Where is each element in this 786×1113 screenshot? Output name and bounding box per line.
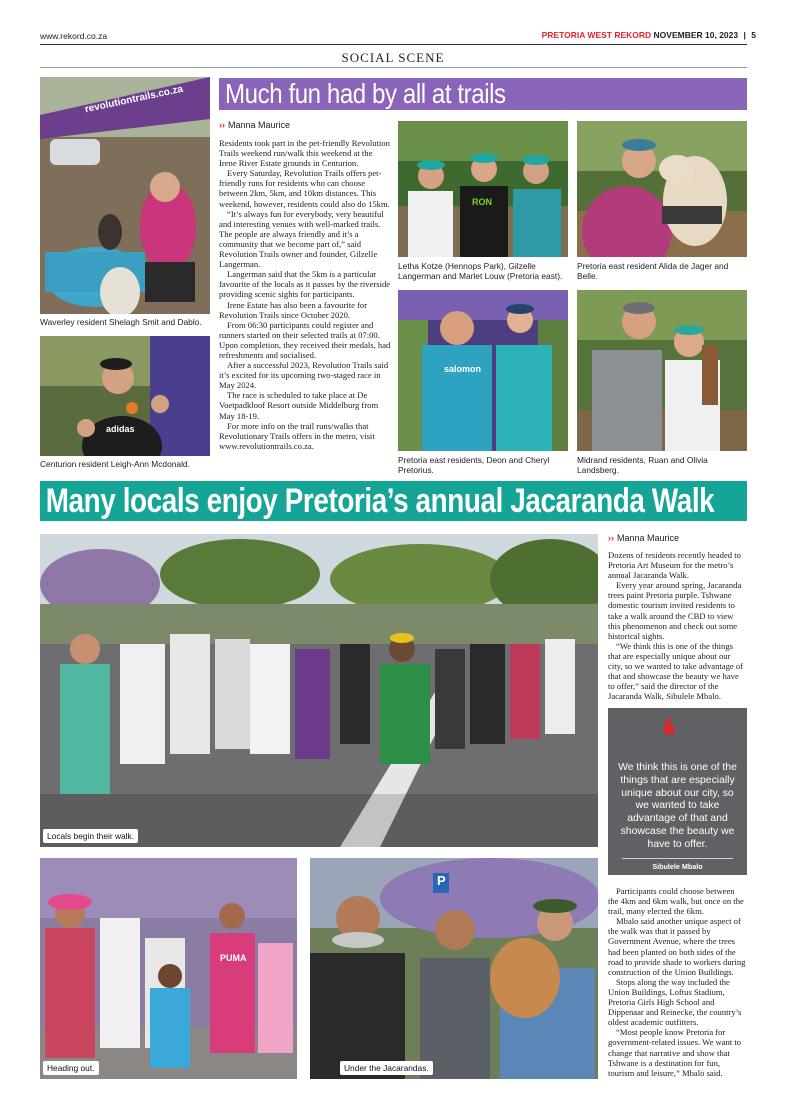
caption-midrand: Midrand residents, Ruan and Olivia Landsberg. [577, 455, 708, 476]
photo-heading-out [40, 858, 297, 1079]
byline-jacaranda-name: Manna Maurice [617, 533, 680, 543]
pull-quote-box [608, 708, 747, 875]
article-jacaranda-bottom [608, 886, 747, 1078]
byline-trails [219, 120, 290, 130]
paragraph: After a successful 2023, Revolution Trails said it’s excited for its upcoming two-staged race in May 2024. [219, 360, 389, 391]
photo-midrand [577, 290, 747, 451]
header-rule [40, 44, 747, 45]
byline-trails-name: Manna Maurice [228, 120, 291, 130]
photo-waverley [40, 77, 210, 314]
caption-heading-out: Heading out. [43, 1061, 99, 1075]
pull-quote-attribution: Sibulele Mbalo [652, 862, 703, 871]
headline-jacaranda: Many locals enjoy Pretoria’s annual Jacaranda Walk [45, 482, 715, 520]
chevron-icon: ›› [608, 533, 614, 543]
paragraph: Langerman said that the 5km is a particular favourite of the locals as it passes by the riverside providing scenic sights for participants. [219, 269, 391, 300]
caption-waverley: Waverley resident Shelagh Smit and Dablo. [40, 317, 202, 327]
pull-quote-text: We think this is one of the things that are especially unique about our city, so we wanted to take advantage of that and showcase the beauty we have to offer. [618, 762, 737, 850]
adidas-shirt-text: adidas [106, 424, 135, 434]
article-trails-body [219, 138, 391, 451]
page-number: 5 [751, 30, 756, 40]
photo-letha [398, 121, 568, 257]
ron-shirt-text: RON [472, 197, 492, 207]
photo-under-jacarandas [310, 858, 598, 1079]
paragraph: Dozens of residents recently headed to Pretoria Art Museum for the metro’s annual Jacaranda Walk. [608, 550, 741, 581]
paragraph: “Most people know Pretoria for government-related issues. We want to change that narrative and show that Tshwane is a destination for fun, tourism and leisure,” Mbalo said. [608, 1027, 742, 1078]
headline-trails: Much fun had by all at trails [225, 78, 506, 109]
paragraph: Participants could choose between the 4km and 6km walk, but once on the trail, many elected the 6km. [608, 886, 744, 917]
headline-banner-jacaranda [40, 481, 747, 521]
masthead-right [542, 30, 756, 40]
salomon-shirt-text: salomon [444, 364, 482, 374]
photo-alida [577, 121, 747, 257]
article-jacaranda-top [608, 550, 747, 701]
pull-quote-rule [622, 858, 733, 859]
paragraph: Every Saturday, Revolution Trails offers pet-friendly runs for residents who can choose between 2km, 5km, and 10km distances. This weekend, however, residents could also do 15km. [219, 168, 390, 209]
quote-mark-icon: ❛ [660, 708, 678, 766]
paragraph: Residents took part in the pet-friendly Revolution Trails weekend run/walk this weekend at the Irene River Estate grounds in Centurion. [219, 138, 390, 169]
website-url: www.rekord.co.za [40, 31, 108, 41]
byline-jacaranda [608, 533, 679, 543]
paragraph: Every year around spring, Jacaranda trees paint Pretoria purple. Tshwane domestic tourism invited residents to take a walk around the CBD to view this phenomenon and check out some historical sights. [608, 580, 742, 641]
parking-sign-text: P [437, 873, 446, 888]
photo-walk-main [40, 534, 598, 847]
section-title: SOCIAL SCENE [341, 50, 445, 65]
tent-text: revolutiontrails.co.za [83, 83, 185, 116]
puma-shirt-text: PUMA [220, 953, 247, 963]
paragraph: Stops along the way included the Union Buildings, Loftus Stadium, Pretoria Girls High School and Dippenaar and Reinecke, the country’s oldest academic outfitters. [608, 976, 742, 1028]
photo-centurion [40, 336, 210, 456]
paragraph: Mbalo said another unique aspect of the walk was that it passed by Government Avenue, where the trees had been planted on both sides of the road to provide shade to workers during construction of the Union Buildings. [608, 916, 746, 977]
caption-alida: Pretoria east resident Alida de Jager and Belle. [577, 261, 729, 282]
caption-walk-main: Locals begin their walk. [43, 829, 138, 843]
caption-deon: Pretoria east residents, Deon and Cheryl Pretorius. [398, 455, 550, 476]
header-separator: | [743, 30, 746, 40]
issue-date: NOVEMBER 10, 2023 [653, 30, 739, 40]
section-rule [40, 67, 747, 68]
paragraph: “It’s always fun for everybody, very beautiful and interesting venues with well-marked trails. The people are always friendly and it’s a community that we become part of,” said Revolution Trails owner and founder, Gilzelle Langerman. [219, 208, 384, 270]
caption-centurion: Centurion resident Leigh-Ann Mcdonald. [40, 459, 190, 469]
photo-deon [398, 290, 568, 451]
caption-under-jacarandas: Under the Jacarandas. [340, 1061, 433, 1075]
caption-letha: Letha Kotze (Hennops Park), Gilzelle Langerman and Marlet Louw (Pretoria east). [398, 261, 563, 282]
publication-name: PRETORIA WEST REKORD [541, 30, 652, 40]
paragraph: For more info on the trail runs/walks that Revolutionary Trails offers in the metro, visit www.revolutiontrails.co.za. [219, 420, 375, 451]
headline-banner-trails [219, 78, 747, 110]
paragraph: The race is scheduled to take place at De Voetpadkloof Resort outside Middelburg from May 18-19. [219, 390, 379, 421]
paragraph: From 06:30 participants could register and runners started on their selected trails at 07:00. Upon completion, they received their medals, had refreshments and socialised. [219, 319, 391, 360]
chevron-icon: ›› [219, 120, 225, 130]
paragraph: “We think this is one of the things that are especially unique about our city, so we wanted to take advantage of that and showcase the beauty we have to offer,” said the director of the Jacaranda Walk, Sibulele Mbalo. [608, 640, 743, 702]
paragraph: Irene Estate has also been a favourite for Revolution Trails since October 2020. [219, 299, 368, 320]
